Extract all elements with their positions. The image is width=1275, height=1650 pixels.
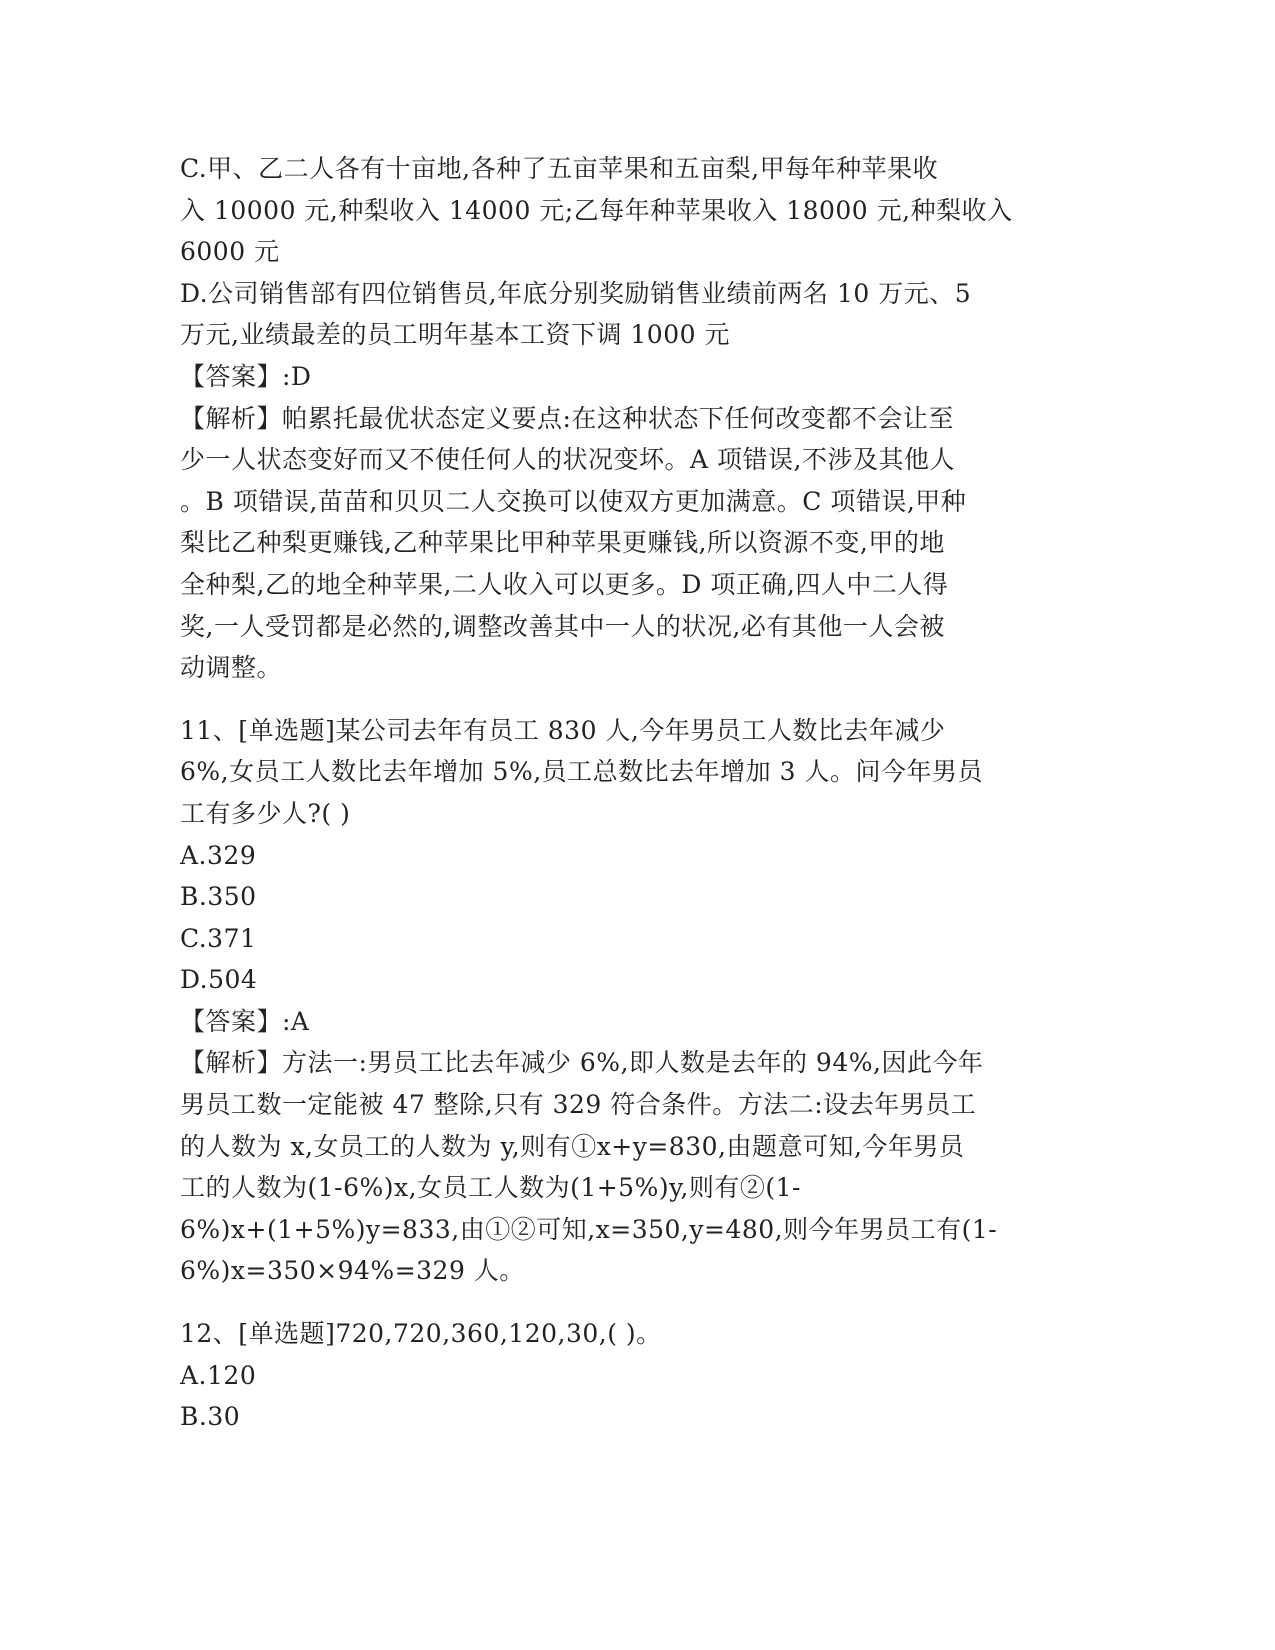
- q12-stem: 12、[单选题]720,720,360,120,30,( )。: [180, 1319, 662, 1349]
- q10-analysis: [180, 398, 1040, 689]
- text-line: 。B 项错误,苗苗和贝贝二人交换可以使双方更加满意。C 项错误,甲种: [180, 486, 967, 516]
- q12-options: [180, 1355, 1040, 1438]
- option-a: A.120: [180, 1360, 257, 1390]
- document-page: [180, 148, 1040, 1438]
- q11-answer: 【答案】:A: [180, 1006, 310, 1036]
- text-line: 11、[单选题]某公司去年有员工 830 人,今年男员工人数比去年减少: [180, 715, 946, 745]
- q10-option-d: [180, 273, 1040, 356]
- option-b: B.350: [180, 882, 257, 912]
- text-line: 梨比乙种梨更赚钱,乙种苹果比甲种苹果更赚钱,所以资源不变,甲的地: [180, 528, 945, 558]
- q11-analysis: [180, 1042, 1040, 1292]
- section-gap: [180, 689, 1040, 710]
- option-a: A.329: [180, 840, 257, 870]
- text-line: 动调整。: [180, 653, 283, 683]
- text-line: 【解析】方法一:男员工比去年减少 6%,即人数是去年的 94%,因此今年: [180, 1048, 984, 1078]
- q10-option-c: [180, 148, 1040, 273]
- text-line: 6%)x=350×94%=329 人。: [180, 1256, 525, 1286]
- option-d: D.504: [180, 965, 258, 995]
- text-line: 【解析】帕累托最优状态定义要点:在这种状态下任何改变都不会让至: [180, 403, 954, 433]
- q11-options: [180, 835, 1040, 1001]
- text-line: 入 10000 元,种梨收入 14000 元;乙每年种苹果收入 18000 元,种梨收入: [180, 195, 1013, 225]
- text-line: C.甲、乙二人各有十亩地,各种了五亩苹果和五亩梨,甲每年种苹果收: [180, 154, 939, 183]
- text-line: 全种梨,乙的地全种苹果,二人收入可以更多。D 项正确,四人中二人得: [180, 569, 949, 599]
- q11-stem: [180, 710, 1040, 835]
- option-c: C.371: [180, 923, 257, 953]
- text-line: 工的人数为(1-6%)x,女员工人数为(1+5%)y,则有②(1-: [180, 1173, 801, 1203]
- text-line: 6%,女员工人数比去年增加 5%,员工总数比去年增加 3 人。问今年男员: [180, 757, 983, 787]
- text-line: 的人数为 x,女员工的人数为 y,则有①x+y=830,由题意可知,今年男员: [180, 1131, 965, 1161]
- option-b: B.30: [180, 1402, 241, 1432]
- section-gap: [180, 1292, 1040, 1313]
- text-line: 6000 元: [180, 237, 280, 267]
- text-line: 6%)x+(1+5%)y=833,由①②可知,x=350,y=480,则今年男员工有(1-: [180, 1214, 998, 1244]
- text-line: 奖,一人受罚都是必然的,调整改善其中一人的状况,必有其他一人会被: [180, 611, 945, 641]
- text-line: 万元,业绩最差的员工明年基本工资下调 1000 元: [180, 320, 730, 350]
- text-line: 男员工数一定能被 47 整除,只有 329 符合条件。方法二:设去年男员工: [180, 1090, 977, 1120]
- q10-answer: 【答案】:D: [180, 361, 312, 391]
- text-line: D.公司销售部有四位销售员,年底分别奖励销售业绩前两名 10 万元、5: [180, 278, 972, 308]
- text-line: 工有多少人?( ): [180, 798, 351, 828]
- text-line: 少一人状态变好而又不使任何人的状况变坏。A 项错误,不涉及其他人: [180, 445, 955, 475]
